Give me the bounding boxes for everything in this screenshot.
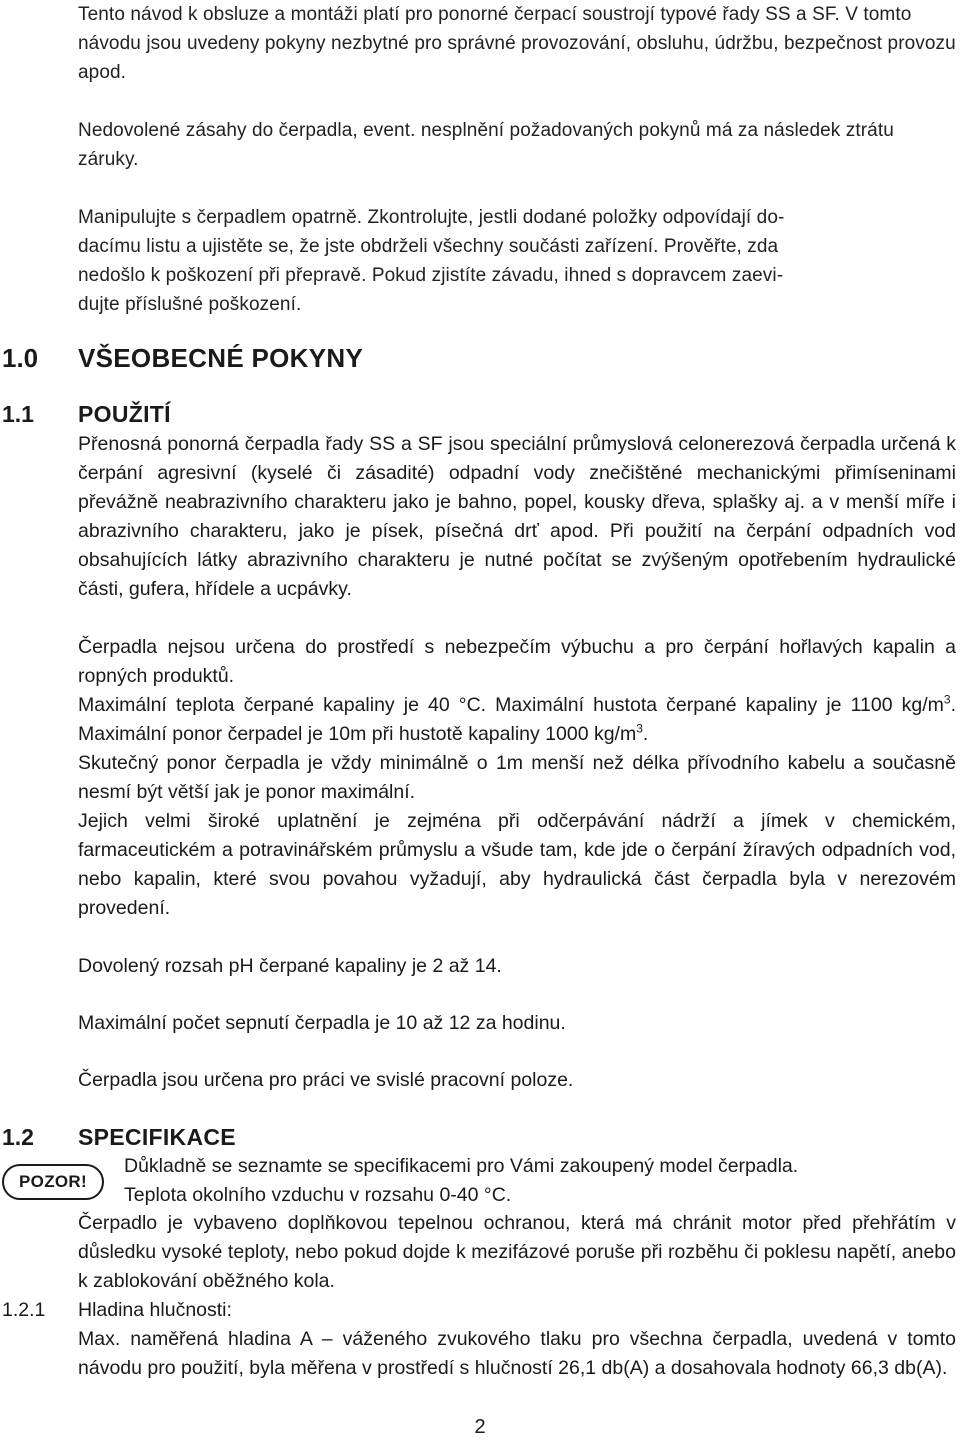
usage-paragraph-4: Skutečný ponor čerpadla je vždy minimálně o 1m menší než délka přívodního kabelu a současně nesmí být větší jak je ponor maximální. [78, 752, 956, 803]
warning-badge [2, 1164, 104, 1200]
usage-paragraph-1: Přenosná ponorná čerpadla řady SS a SF jsou speciální průmyslová celonerezová čerpadla určená k čerpání agresivní (kyselé či zásadité) odpadní vody znečištěné mechanickými přimíseninami převážně neabrazivního charakteru jako je bahno, popel, kousky dřeva, splašky aj. a v menší míře i abrazivního charakteru, jako je písek, písečná drť apod. Při použití na čerpání odpadních vod obsahujících látky abrazivního charakteru je nutné počítat se zvýšeným opotřebením hydraulické části, gufera, hřídele a ucpávky. [78, 433, 956, 600]
intro-p3-line: dujte příslušné poškození. [78, 294, 302, 315]
warning-line: Teplota okolního vzduchu v rozsahu 0-40 °C. [124, 1184, 512, 1206]
usage-paragraph-2: Čerpadla nejsou určena do prostředí s nebezpečím výbuchu a pro čerpání hořlavých kapalin a ropných produktů. [78, 636, 956, 687]
intro-paragraph-3 [78, 203, 956, 319]
warning-line: Důkladně se seznamte se specifikacemi pro Vámi zakoupený model čerpadla. [124, 1155, 799, 1177]
noise-paragraph: Max. naměřená hladina A – váženého zvukového tlaku pro všechna čerpadla, uvedená v tomto návodu pro použití, byla měřena v prostředí s hlučností 26,1 db(A) a dosahovala hodnoty 66,3 db(A). [78, 1328, 956, 1379]
usage-ph-range: Dovolený rozsah pH čerpané kapaliny je 2 až 14. [78, 955, 502, 977]
section-number: 1.0 [2, 343, 39, 373]
section-title: VŠEOBECNÉ POKYNY [78, 343, 364, 373]
section-heading-1-0 [0, 341, 960, 375]
section-heading-1-1 [0, 397, 960, 431]
page-number: 2 [474, 1416, 486, 1438]
section-number: 1.1 [2, 401, 34, 427]
intro-p3-line: nedošlo k poškození při přepravě. Pokud zjistíte závadu, ihned s dopravcem zaevi- [78, 265, 784, 286]
intro-paragraph-1: Tento návod k obsluze a montáži platí pro ponorné čerpací soustrojí typové řady SS a SF. V tomto návodu jsou uvedeny pokyny nezbytné pro správné provozování, obsluhu, údržbu, bezpečnost provozu apod. [78, 4, 956, 83]
usage-paragraph-3: Maximální teplota čerpané kapaliny je 40 °C. Maximální hustota čerpané kapaliny je 1100 $kg/m^3$. Maximální ponor čerpadel je 10m při hustotě kapaliny 1000 $kg/m^3$. [78, 692, 956, 745]
section-title: POUŽITÍ [78, 401, 171, 427]
subsection-number-1-2-1: 1.2.1 [2, 1299, 46, 1321]
usage-vertical-position: Čerpadla jsou určena pro práci ve svislé pracovní poloze. [78, 1069, 574, 1091]
specification-paragraph: Čerpadlo je vybaveno doplňkovou tepelnou ochranou, která má chránit motor před přehřátím v důsledku vysoké teploty, nebo pokud dojde k mezifázové poruše při rozběhu či poklesu napětí, anebo k zablokování oběžného kola. [78, 1212, 956, 1292]
section-number: 1.2 [2, 1124, 34, 1150]
usage-max-starts: Maximální počet sepnutí čerpadla je 10 až 12 za hodinu. [78, 1012, 566, 1034]
intro-paragraph-2: Nedovolené zásahy do čerpadla, event. nesplnění požadovaných pokynů má za následek ztrátu záruky. [78, 120, 894, 170]
usage-paragraph-5: Jejich velmi široké uplatnění je zejména při odčerpávání nádrží a jímek v chemickém, farmaceutickém a potravinářském průmyslu a všude tam, kde jde o čerpání žíravých odpadních vod, nebo kapalin, které svou povahou vyžadují, aby hydraulická část čerpadla byla v nerezovém provedení. [78, 810, 956, 919]
intro-p3-line: Manipulujte s čerpadlem opatrně. Zkontrolujte, jestli dodané položky odpovídají do- [78, 207, 785, 228]
warning-text [124, 1152, 958, 1210]
subsection-title-noise: Hladina hlučnosti: [78, 1299, 232, 1321]
section-heading-1-2 [0, 1120, 960, 1154]
intro-p3-line: dacímu listu a ujistěte se, že jste obdrželi všechny součásti zařízení. Prověřte, zda [78, 236, 779, 257]
section-title: SPECIFIKACE [78, 1124, 236, 1150]
warning-label: POZOR! [19, 1172, 87, 1191]
